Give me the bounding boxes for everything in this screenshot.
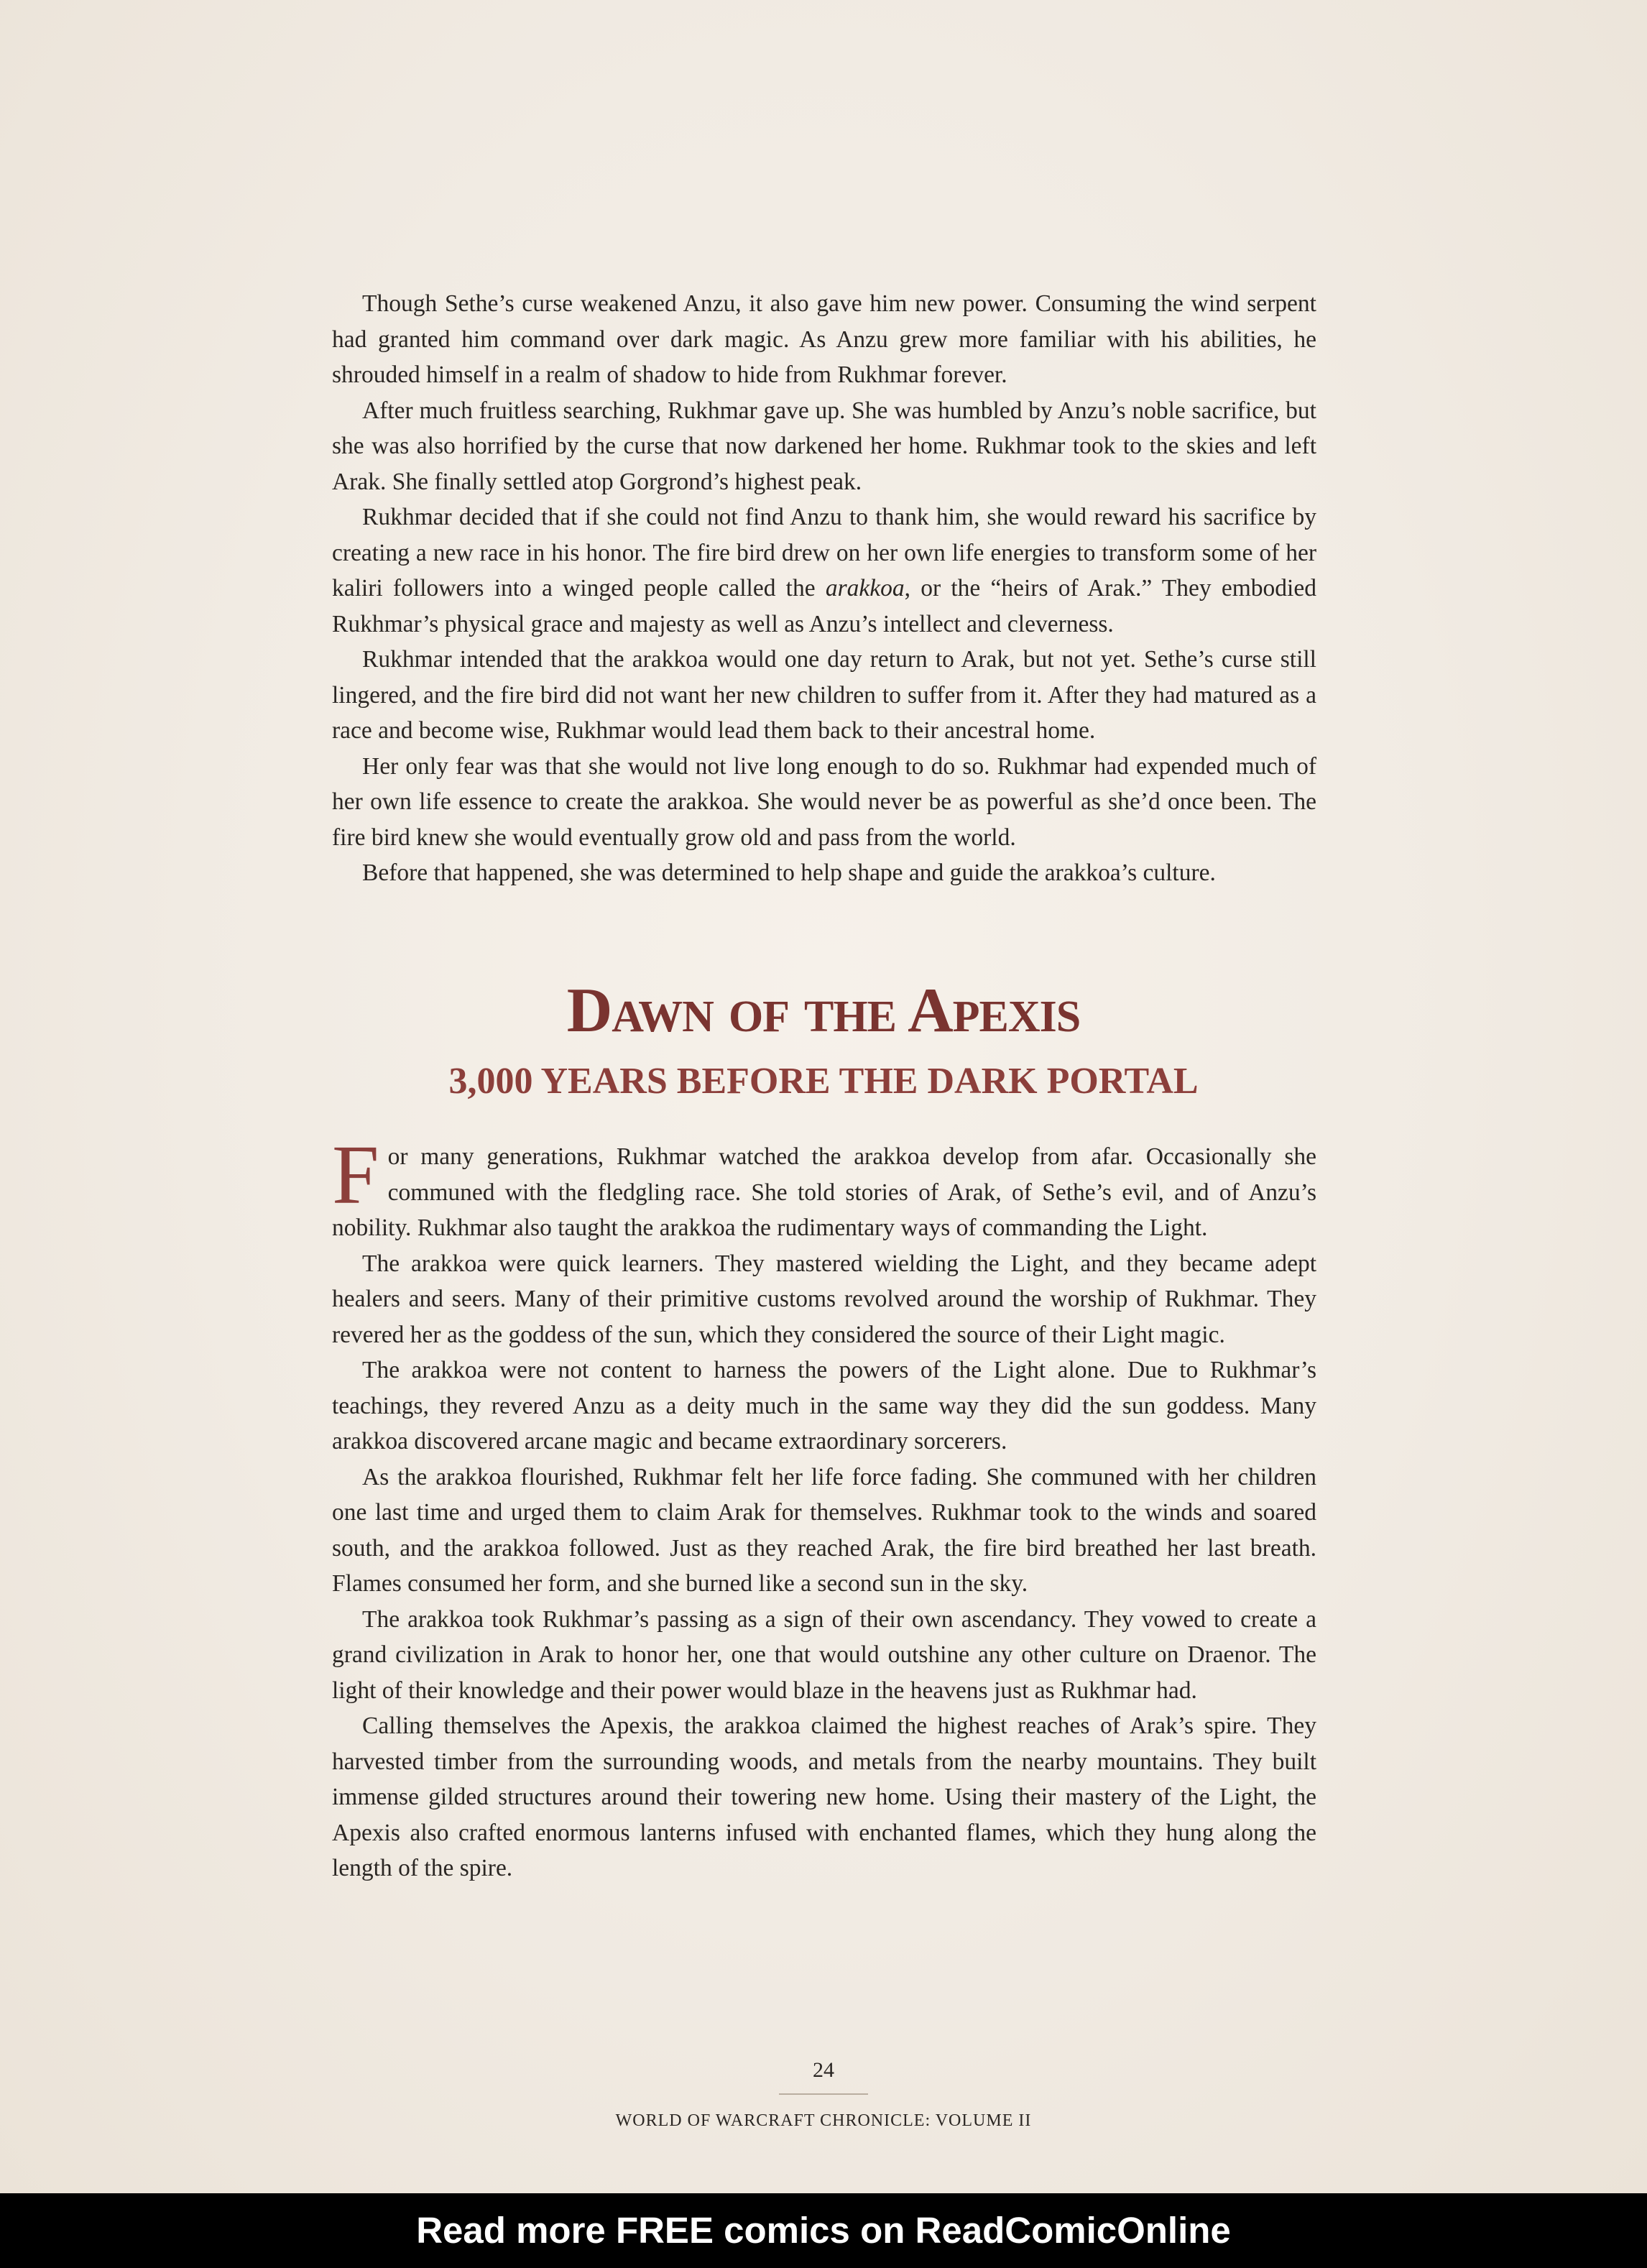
section-intro-text xyxy=(332,286,1316,891)
italic-term: arakkoa xyxy=(825,575,905,601)
section-main-text xyxy=(332,1128,1316,1886)
paragraph: Though Sethe’s curse weakened Anzu, it also gave him new power. Consuming the wind serpent had granted him command over dark magic. As Anzu grew more familiar with his abilities, he shrouded himself in a realm of shadow to hide from Rukhmar forever. xyxy=(332,290,1316,388)
footer-divider xyxy=(779,2093,868,2095)
paragraph: After much fruitless searching, Rukhmar gave up. She was humbled by Anzu’s noble sacrifice, but she was also horrified by the curse that now darkened her home. Rukhmar took to the skies and left Arak. She finally settled atop Gorgrond’s highest peak. xyxy=(332,397,1316,495)
section-subtitle: 3,000 YEARS BEFORE THE DARK PORTAL xyxy=(448,1061,1199,1102)
footer-book-title: WORLD OF WARCRAFT CHRONICLE: VOLUME II xyxy=(615,2111,1032,2130)
paragraph: The arakkoa took Rukhmar’s passing as a sign of their own ascendancy. They vowed to create a grand civilization in Arak to honor her, one that would outshine any other culture on Draenor. The light of their knowledge and their power would blaze in the heavens just as Rukhmar had. xyxy=(332,1605,1316,1704)
section-title: Dawn of the Apexis xyxy=(566,976,1081,1046)
paragraph: Before that happened, she was determined to help shape and guide the arakkoa’s culture. xyxy=(362,859,1216,886)
paragraph-text: Rukhmar decided that if she could not find Anzu to thank him, she would reward his sacrifice by creating a new race in his honor. The fire bird drew on her own life energies to transform some of her kaliri followers into a winged people called the xyxy=(332,504,1316,601)
paragraph-text: or many generations, Rukhmar watched the arakkoa develop from afar. Occasionally she communed with the fledgling race. She told stories of Arak, of Sethe’s evil, and of Anzu’s nobility. Rukhmar also taught the arakkoa the rudimentary ways of commanding the Light. xyxy=(332,1143,1316,1241)
promo-banner-link[interactable]: Read more FREE comics on ReadComicOnline xyxy=(0,2193,1647,2268)
drop-cap: F xyxy=(332,1128,379,1222)
paragraph: Her only fear was that she would not live long enough to do so. Rukhmar had expended much of her own life essence to create the arakkoa. She would never be as powerful as she’d once been. The fire bird knew she would eventually grow old and pass from the world. xyxy=(332,752,1316,851)
paragraph-text: , or the “heirs of Arak.” They embodied Rukhmar’s physical grace and majesty as well as Anzu’s intellect and cleverness. xyxy=(332,575,1316,637)
paragraph: The arakkoa were not content to harness the powers of the Light alone. Due to Rukhmar’s teachings, they revered Anzu as a deity much in the same way they did the sun goddess. Many arakkoa discovered arcane magic and became extraordinary sorcerers. xyxy=(332,1357,1316,1455)
page-number: 24 xyxy=(813,2058,834,2082)
paragraph xyxy=(332,499,1316,642)
paragraph: The arakkoa were quick learners. They mastered wielding the Light, and they became adept healers and seers. Many of their primitive customs revolved around the worship of Rukhmar. They revered her as the goddess of the sun, which they considered the source of their Light magic. xyxy=(332,1250,1316,1348)
first-paragraph xyxy=(332,1128,1316,1246)
paragraph: As the arakkoa flourished, Rukhmar felt her life force fading. She communed with her children one last time and urged them to claim Arak for themselves. Rukhmar took to the winds and soared south, and the arakkoa followed. Just as they reached Arak, the fire bird breathed her last breath. Flames consumed her form, and she burned like a second sun in the sky. xyxy=(332,1463,1316,1597)
paragraph: Calling themselves the Apexis, the arakkoa claimed the highest reaches of Arak’s spire. They harvested timber from the surrounding woods, and metals from the nearby mountains. They built immense gilded structures around their towering new home. Using their mastery of the Light, the Apexis also crafted enormous lanterns infused with enchanted flames, which they hung along the length of the spire. xyxy=(332,1712,1316,1881)
paragraph: Rukhmar intended that the arakkoa would one day return to Arak, but not yet. Sethe’s curse still lingered, and the fire bird did not want her new children to suffer from it. After they had matured as a race and become wise, Rukhmar would lead them back to their ancestral home. xyxy=(332,646,1316,744)
